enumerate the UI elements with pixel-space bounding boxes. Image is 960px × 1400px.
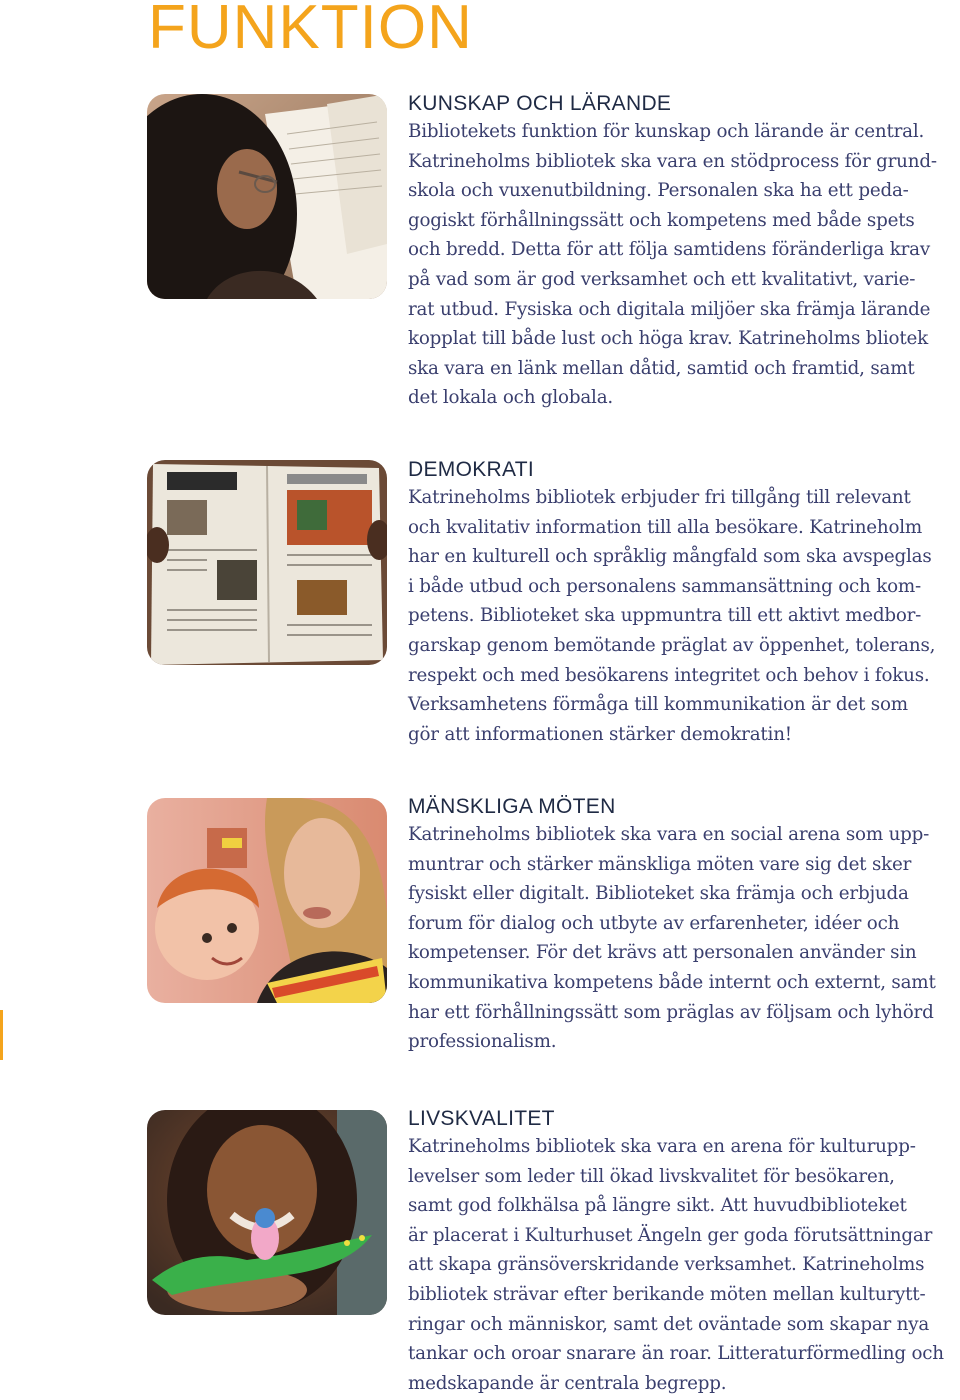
body-line: fysiskt eller digitalt. Biblioteket ska främja och erbjuda (408, 883, 909, 905)
body-line: är placerat i Kulturhuset Ängeln ger goda förutsättningar (408, 1224, 933, 1246)
body-line: det lokala och globala. (408, 387, 614, 409)
body-line: Katrineholms bibliotek erbjuder fri tillgång till relevant (408, 487, 911, 508)
body-line: ringar och människor, samt det oväntade som skapar nya (408, 1313, 930, 1335)
section-text (408, 457, 960, 749)
student-reading-book-photo (147, 94, 387, 299)
body-line: bibliotek strävar efter berikande möten mellan kulturytt- (408, 1283, 926, 1305)
body-line: har ett förhållningssätt som präglas av följsam och lyhörd (408, 1001, 934, 1023)
section-text (408, 1106, 960, 1398)
section-body (408, 820, 960, 1057)
body-line: Katrineholms bibliotek ska vara en stödprocess för grund- (408, 150, 937, 172)
section-heading: DEMOKRATI (408, 458, 534, 481)
girl-holding-clay-crocodile-photo (147, 1110, 387, 1315)
body-line: garskap genom bemötande präglat av öppenhet, tolerans, (408, 634, 936, 656)
person-reading-arabic-newspaper-photo (147, 460, 387, 665)
section-body (408, 117, 960, 413)
body-line: petens. Biblioteket ska uppmuntra till ett aktivt medbor- (408, 605, 922, 627)
body-line: ska vara en länk mellan dåtid, samtid och framtid, samt (408, 357, 915, 379)
body-line: kopplat till både lust och höga krav. Katrineholms bliotek (408, 328, 928, 350)
body-line: och bredd. Detta för att följa samtidens föränderliga krav (408, 239, 931, 261)
body-line: tankar och oroar snarare än roar. Litteraturförmedling och (408, 1343, 944, 1365)
body-line: gogiskt förhållningssätt och kompetens med både spets (408, 209, 915, 231)
body-line: Verksamhetens förmåga till kommunikation är det som (408, 694, 908, 716)
woman-reading-to-child-photo (147, 798, 387, 1003)
body-line: samt god folkhälsa på längre sikt. Att huvudbiblioteket (408, 1195, 907, 1217)
body-line: skola och vuxenutbildning. Personalen ska ha ett peda- (408, 180, 909, 202)
body-line: kommunikativa kompetens både internt och externt, samt (408, 971, 936, 993)
body-line: Katrineholms bibliotek ska vara en social arena som upp- (408, 824, 930, 845)
body-line: medskapande är centrala begrepp. (408, 1372, 727, 1394)
body-line: Bibliotekets funktion för kunskap och lärande är central. (408, 121, 925, 142)
body-line: har en kulturell och språklig mångfald som ska avspeglas (408, 546, 932, 568)
body-line: rat utbud. Fysiska och digitala miljöer ska främja lärande (408, 298, 931, 320)
left-edge-accent (0, 1010, 3, 1060)
body-line: professionalism. (408, 1031, 557, 1053)
body-line: gör att informationen stärker demokratin! (408, 723, 792, 745)
section-text (408, 91, 960, 413)
section-text (408, 794, 960, 1057)
body-line: och kvalitativ information till alla besökare. Katrineholm (408, 516, 923, 538)
body-line: muntrar och stärker mänskliga möten vare sig det sker (408, 853, 912, 875)
section-body (408, 483, 960, 749)
section-heading: KUNSKAP OCH LÄRANDE (408, 92, 672, 115)
body-line: i både utbud och personalens sammansättning och kom- (408, 575, 922, 597)
body-line: forum för dialog och utbyte av erfarenheter, idéer och (408, 912, 900, 934)
section-heading: LIVSKVALITET (408, 1107, 555, 1130)
section-body (408, 1132, 960, 1398)
body-line: kompetenser. För det krävs att personalen använder sin (408, 942, 917, 964)
body-line: levelser som leder till ökad livskvalitet för besökaren, (408, 1165, 895, 1187)
body-line: respekt och med besökarens integritet och behov i fokus. (408, 664, 930, 686)
page-title: FUNKTION (148, 0, 473, 62)
body-line: Katrineholms bibliotek ska vara en arena för kulturupp- (408, 1136, 916, 1157)
body-line: på vad som är god verksamhet och ett kvalitativt, varie- (408, 268, 916, 290)
section-heading: MÄNSKLIGA MÖTEN (408, 795, 616, 818)
body-line: att skapa gränsöverskridande verksamhet. Katrineholms (408, 1254, 925, 1276)
